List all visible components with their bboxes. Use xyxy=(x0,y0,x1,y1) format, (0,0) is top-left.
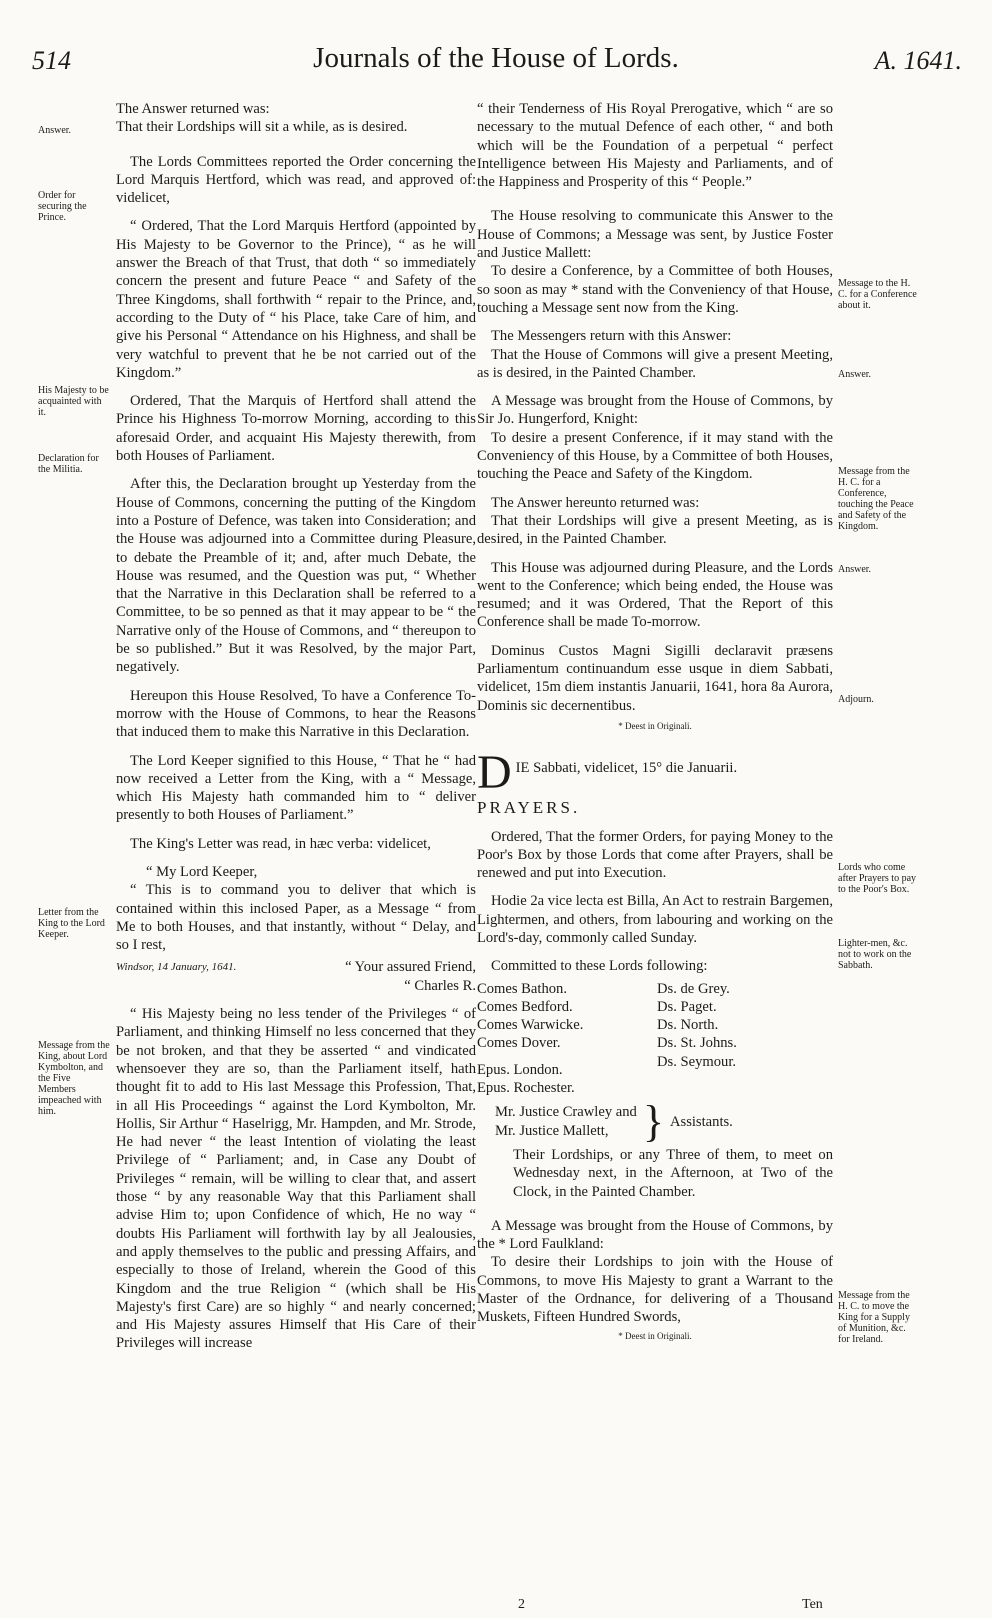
left-column xyxy=(116,100,476,1363)
house-resolving: The House resolving to communicate this Answer to the House of Commons; a Message was sent, by Justice Foster and Justice Mallett: xyxy=(477,208,833,262)
order-attend-prince: Ordered, That the Marquis of Hertford shall attend the Prince his Highness To-morrow Morning, according to this aforesaid Order, and acquaint His Majesty therewith, from both Houses of Parliament. xyxy=(116,393,476,465)
right-column xyxy=(477,100,833,1345)
brace-glyph: } xyxy=(642,1096,664,1146)
answer-returned: The Answer hereunto returned was: xyxy=(491,494,700,511)
margin-note-msg-supply: Message from the H. C. to move the King for a Supply of Munition, &c. for Ireland. xyxy=(838,1290,910,1345)
margin-note-order-prince: Order for securing the Prince. xyxy=(38,190,87,223)
lord-entry: Comes Dover. xyxy=(477,1035,561,1052)
lord-keeper-signified: The Lord Keeper signified to this House, “ That he “ had now received a Letter from the King, with a “ Message, which His Majesty hath commanded him to “ deliver presently to both Houses of Parliament.” xyxy=(116,752,476,824)
year-label: A. 1641. xyxy=(874,46,962,75)
message-hungerford: A Message was brought from the House of Commons, by Sir Jo. Hungerford, Knight: xyxy=(477,393,833,428)
day-heading-text: IE Sabbati, videlicet, 15° die Januarii. xyxy=(515,760,738,777)
margin-note-lightermen: Lighter-men, &c. not to work on the Sabbath. xyxy=(838,938,912,971)
lord-entry: Comes Warwicke. xyxy=(477,1017,584,1034)
assistants-block xyxy=(495,1096,833,1146)
page-header xyxy=(0,42,992,82)
letter-salutation: “ My Lord Keeper, xyxy=(146,863,258,880)
lords-meeting: That their Lordships will give a present Meeting, as is desired, in the Painted Chamber. xyxy=(477,512,833,548)
margin-note-answer-3: Answer. xyxy=(838,564,872,575)
message-faulkland: A Message was brought from the House of Commons, by the * Lord Faulkland: xyxy=(477,1217,833,1253)
committee-report: The Lords Committees reported the Order concerning the Lord Marquis Hertford, which was read, and approved of: videlicet, xyxy=(116,153,476,207)
justices xyxy=(495,1103,637,1140)
margin-note-majesty-acquainted: His Majesty to be acquainted with it. xyxy=(38,385,109,418)
signature-mark: 2 xyxy=(518,1597,525,1612)
margin-note-adjourn: Adjourn. xyxy=(838,694,874,705)
footnote-deest-1: * Deest in Originali. xyxy=(618,720,692,731)
conference-resolution: Hereupon this House Resolved, To have a Conference To-morrow with the House of Commons, to hear the Reasons that induced them to make this Narrative in this Declaration. xyxy=(116,687,476,741)
warrant-request: To desire their Lordships to join with the House of Commons, to move His Majesty to grant a Warrant to the Master of the Ordnance, for delivering of a Thousand Muskets, Fifteen Hundred Swords, xyxy=(477,1254,833,1326)
margin-note-lords-prayers: Lords who come after Prayers to pay to the Poor's Box. xyxy=(838,862,917,895)
commons-answer: That the House of Commons will give a present Meeting, as is desired, in the Painted Chamber. xyxy=(477,346,833,381)
justice-crawley: Mr. Justice Crawley and xyxy=(495,1104,637,1121)
declaration-debate: After this, the Declaration brought up Yesterday from the House of Commons, concerning the putting of the Kingdom into a Posture of Defence, was taken into Consideration; and the House was adjourned into a Committee during Pleasure, to debate the Preamble of it; and, after much Debate, the House was resumed, and the Question was put, “ Whether that the Narrative in this Declaration shall be referred to a Committee, to be so penned as that it may appear to be “ the Narrative only of the House of Commons, and “ thereupon to be so published.” But it was Resolved, by the major Part, negatively. xyxy=(116,476,476,676)
margin-note-message-king: Message from the King, about Lord Kymbolton, and the Five Members impeached with him. xyxy=(38,1040,110,1117)
lord-entry: Ds. North. xyxy=(657,1017,719,1034)
bill-second-reading: Hodie 2a vice lecta est Billa, An Act to restrain Bargemen, Lightermen, and others, from labouring and working on the Lord's-day, commonly called Sunday. xyxy=(477,893,833,946)
footnote-deest-2: * Deest in Originali. xyxy=(618,1330,692,1341)
assistants-label: Assistants. xyxy=(669,1113,733,1130)
conference-request: To desire a Conference, by a Committee of both Houses, so soon as may * stand with the Conveniency of that House, touching a Message sent now from the King. xyxy=(477,263,833,316)
lord-entry: Ds. de Grey. xyxy=(657,980,730,997)
letter-body: “ This is to command you to deliver that which is contained within this inclosed Paper, as a Message “ from Me to both Houses, and that instantly, without “ Delay, and so I rest, xyxy=(116,882,476,954)
lords-meeting-time: Their Lordships, or any Three of them, to meet on Wednesday next, in the Afternoon, at Two of the Clock, in the Painted Chamber. xyxy=(513,1146,833,1200)
present-conference: To desire a present Conference, if it may stand with the Conveniency of this House, by a Committee of both Houses, touching the Peace and Safety of the Kingdom. xyxy=(477,429,833,483)
house-adjourned: This House was adjourned during Pleasure, and the Lords went to the Conference; which being ended, the House was resumed; and it was Ordered, That the Report of this Conference shall be made To-morrow. xyxy=(477,559,833,631)
prayers-heading: PRAYERS. xyxy=(477,798,581,818)
margin-note-msg-conference: Message to the H. C. for a Conference about it. xyxy=(838,278,917,311)
letter-signature xyxy=(116,958,476,995)
letter-closing xyxy=(345,958,476,995)
messengers-return: The Messengers return with this Answer: xyxy=(491,328,732,345)
lords-list-right xyxy=(657,980,837,1098)
answer-heading: The Answer returned was: xyxy=(116,101,270,117)
order-hertford: “ Ordered, That the Lord Marquis Hertford (appointed by His Majesty to be Governor to the Prince), “ as he will answer the Breach of that Trust, that doth “ so immediately concern the present and future Peace “ and Safety of the Three Kingdoms, shall forthwith “ repair to the Prince, and, according to the Duty of “ his Place, take Care of him, and give his Personal “ Attendance on his Highness, and shall be very watchful to prevent that he be not carried out of the Kingdom.” xyxy=(116,218,476,381)
journal-title: Journals of the House of Lords. xyxy=(313,42,679,74)
lords-list-left xyxy=(477,980,657,1098)
lord-entry: Ds. St. Johns. xyxy=(657,1035,737,1052)
answer-text: That their Lordships will sit a while, as is desired. xyxy=(116,119,408,136)
kings-message: “ His Majesty being no less tender of the Privileges “ of Parliament, and thinking Himself no less concerned that they be not broken, and that they be asserted “ and vindicated whensoever they are so, than the Parliament itself, hath thought fit to add to His last Message this Profession, That, in all His Proceedings “ against the Lord Kymbolton, Mr. Hollis, Sir Arthur “ Haselrigg, Mr. Hampden, and Mr. Strode, He had never “ the least Intention of violating the least Privilege of “ Parliament; and, in Case any Doubt of Privileges “ remain, will be willing to clear that, and assert those “ by any reasonable Way that this Parliament shall advise Him to; upon Confidence of which, He no way “ doubts His Parliament will forthwith lay by all Jealousies, and apply themselves to the public and pressing Affairs, and especially to those of Ireland, wherein the Good of this Kingdom and the true Religion “ (which shall be His Majesty's first Care) are so highly “ and nearly concerned; and His Majesty assures Himself that His Care of their Privileges will increase xyxy=(116,1006,476,1352)
margin-note-letter-king: Letter from the King to the Lord Keeper. xyxy=(38,907,105,940)
kings-letter-read: The King's Letter was read, in hæc verba: videlicet, xyxy=(130,835,431,852)
justice-mallett: Mr. Justice Mallett, xyxy=(495,1122,609,1139)
lord-entry: Ds. Paget. xyxy=(657,998,717,1015)
drop-cap: D xyxy=(477,751,512,794)
letter-date: Windsor, 14 January, 1641. xyxy=(116,961,237,974)
letter-signed: “ Charles R. xyxy=(404,977,476,994)
lord-entry: Comes Bedford. xyxy=(477,998,573,1015)
committed-lords: Committed to these Lords following: xyxy=(491,958,708,975)
lord-entry: Comes Bathon. xyxy=(477,980,567,997)
lord-entry: Ds. Seymour. xyxy=(657,1053,737,1070)
catchword: Ten xyxy=(802,1597,823,1612)
day-heading xyxy=(477,751,833,793)
margin-note-answer: Answer. xyxy=(38,125,72,136)
message-continuation: “ their Tenderness of His Royal Prerogative, which “ are so necessary to the mutual Defence of each other, “ and both which will be the Foundation of a perpetual “ perfect Intelligence between His Majesty and Parliaments, and of the Happiness and Prosperity of this “ People.” xyxy=(477,101,833,191)
page-number: 514 xyxy=(32,46,71,75)
letter-friend: “ Your assured Friend, xyxy=(345,959,476,976)
margin-note-msg-from-hc: Message from the H. C. for a Conference, touching the Peace and Safety of the Kingdom. xyxy=(838,466,914,532)
margin-note-answer-2: Answer. xyxy=(838,369,872,380)
adjournment-latin: Dominus Custos Magni Sigilli declaravit præsens Parliamentum continuandum esse usque in diem Sabbati, videlicet, 15m diem instantis Januarii, 1641, hora 8a Aurora, Dominis sic decernentibus. xyxy=(477,642,833,714)
lords-list xyxy=(477,980,833,1098)
lord-entry: Epus. Rochester. xyxy=(477,1080,575,1097)
order-poors-box: Ordered, That the former Orders, for paying Money to the Poor's Box by those Lords that come after Prayers, shall be renewed and put into Execution. xyxy=(477,828,833,882)
lord-entry: Epus. London. xyxy=(477,1061,563,1078)
margin-note-declaration: Declaration for the Militia. xyxy=(38,453,99,475)
